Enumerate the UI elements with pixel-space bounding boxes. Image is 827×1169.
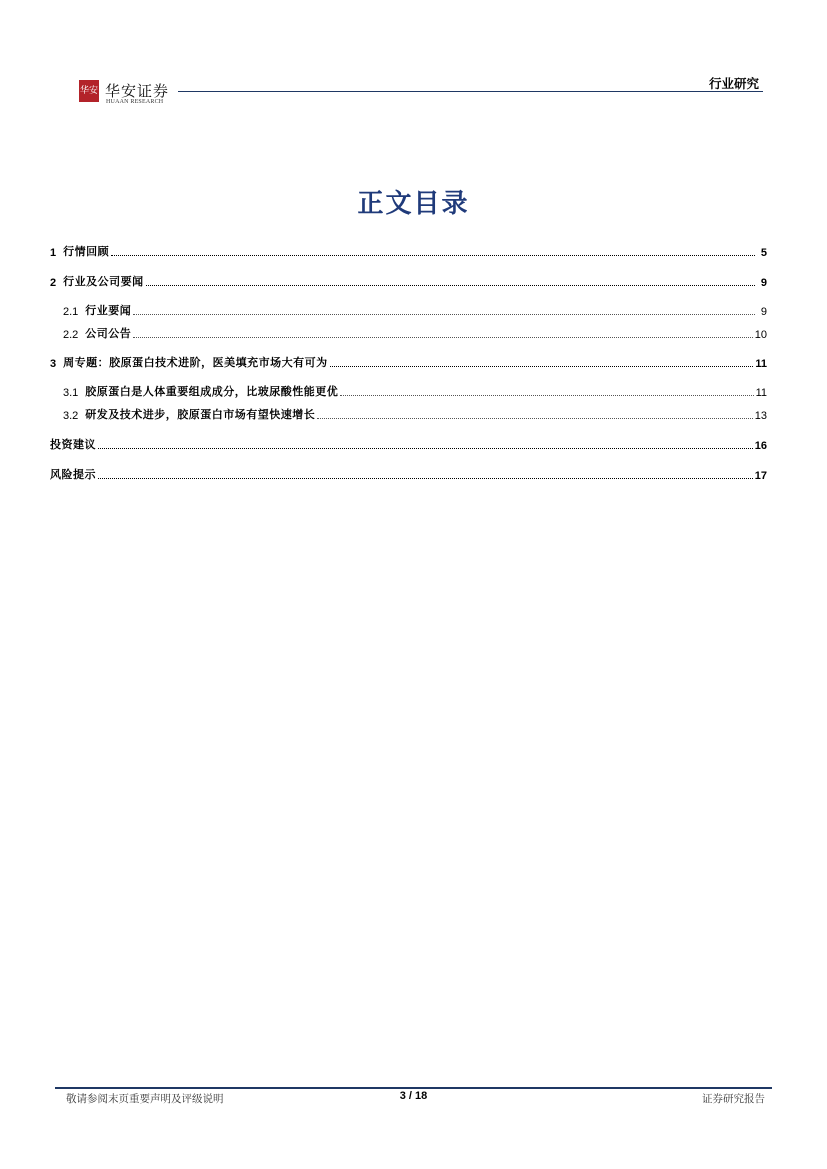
toc-entry-page: 13 [754, 410, 767, 422]
toc-entry-label: 行情回顾 [63, 245, 110, 258]
toc-entry-page: 16 [754, 440, 767, 452]
toc-entry-number: 3.2 [63, 410, 79, 422]
toc-entry-page: 9 [760, 306, 767, 318]
toc-entry-risk-warning[interactable] [50, 466, 767, 482]
toc-entry-number: 2 [50, 277, 57, 289]
toc-leader-dots [340, 394, 753, 396]
toc-entry-number: 1 [50, 247, 57, 259]
toc-entry-number: 2.2 [63, 329, 79, 341]
section-tag: 行业研究 [708, 76, 759, 91]
toc-entry-page: 11 [755, 387, 767, 399]
toc-entry-label: 周专题：胶原蛋白技术进阶，医美填充市场大有可为 [63, 356, 328, 369]
toc-entry-collagen-market-growth[interactable] [50, 406, 767, 422]
toc-entry-industry-news[interactable] [50, 273, 767, 289]
brand-english-name: HUAAN RESEARCH [106, 99, 164, 105]
toc-title: 正文目录 [357, 189, 470, 219]
toc-entry-label: 研发及技术进步，胶原蛋白市场有望快速增长 [85, 408, 316, 421]
toc-entry-label: 风险提示 [50, 468, 96, 481]
toc-leader-dots [98, 447, 753, 449]
toc-leader-dots [330, 365, 754, 367]
toc-entry-label: 胶原蛋白是人体重要组成成分，比玻尿酸性能更优 [85, 385, 339, 398]
toc-entry-page: 11 [755, 358, 767, 370]
toc-leader-dots [133, 313, 755, 315]
page-number: 3 / 18 [399, 1090, 428, 1102]
toc-entry-market-review[interactable] [50, 243, 767, 259]
toc-entry-number: 3.1 [63, 387, 79, 399]
header-divider [178, 91, 763, 92]
toc-entry-label: 行业要闻 [85, 304, 132, 317]
toc-leader-dots [133, 336, 752, 338]
toc-entry-investment-advice[interactable] [50, 436, 767, 452]
toc-entry-industry-highlights[interactable] [50, 302, 767, 318]
footer-divider [55, 1087, 772, 1089]
brand-name: 华安证券 [105, 82, 170, 100]
toc-leader-dots [317, 417, 752, 419]
toc-entry-label: 投资建议 [50, 438, 96, 451]
footer-disclaimer: 敬请参阅末页重要声明及评级说明 [66, 1093, 224, 1105]
huaan-logo-icon: 华安 [79, 80, 99, 102]
footer-doc-type: 证券研究报告 [702, 1093, 765, 1105]
toc-entry-weekly-topic[interactable] [50, 354, 767, 370]
toc-entry-company-announcements[interactable] [50, 325, 767, 341]
toc-entry-page: 17 [754, 470, 767, 482]
toc-entry-page: 10 [754, 329, 767, 341]
toc-entry-label: 公司公告 [85, 327, 132, 340]
toc-entry-page: 5 [760, 247, 767, 259]
toc-leader-dots [111, 254, 755, 256]
toc-leader-dots [98, 477, 753, 479]
page-header [0, 0, 827, 110]
toc-entry-number: 2.1 [63, 306, 79, 318]
toc-entry-number: 3 [50, 358, 57, 370]
toc-leader-dots [146, 284, 755, 286]
toc-entry-page: 9 [760, 277, 767, 289]
toc-entry-collagen-composition[interactable] [50, 383, 767, 399]
toc-entry-label: 行业及公司要闻 [63, 275, 144, 288]
